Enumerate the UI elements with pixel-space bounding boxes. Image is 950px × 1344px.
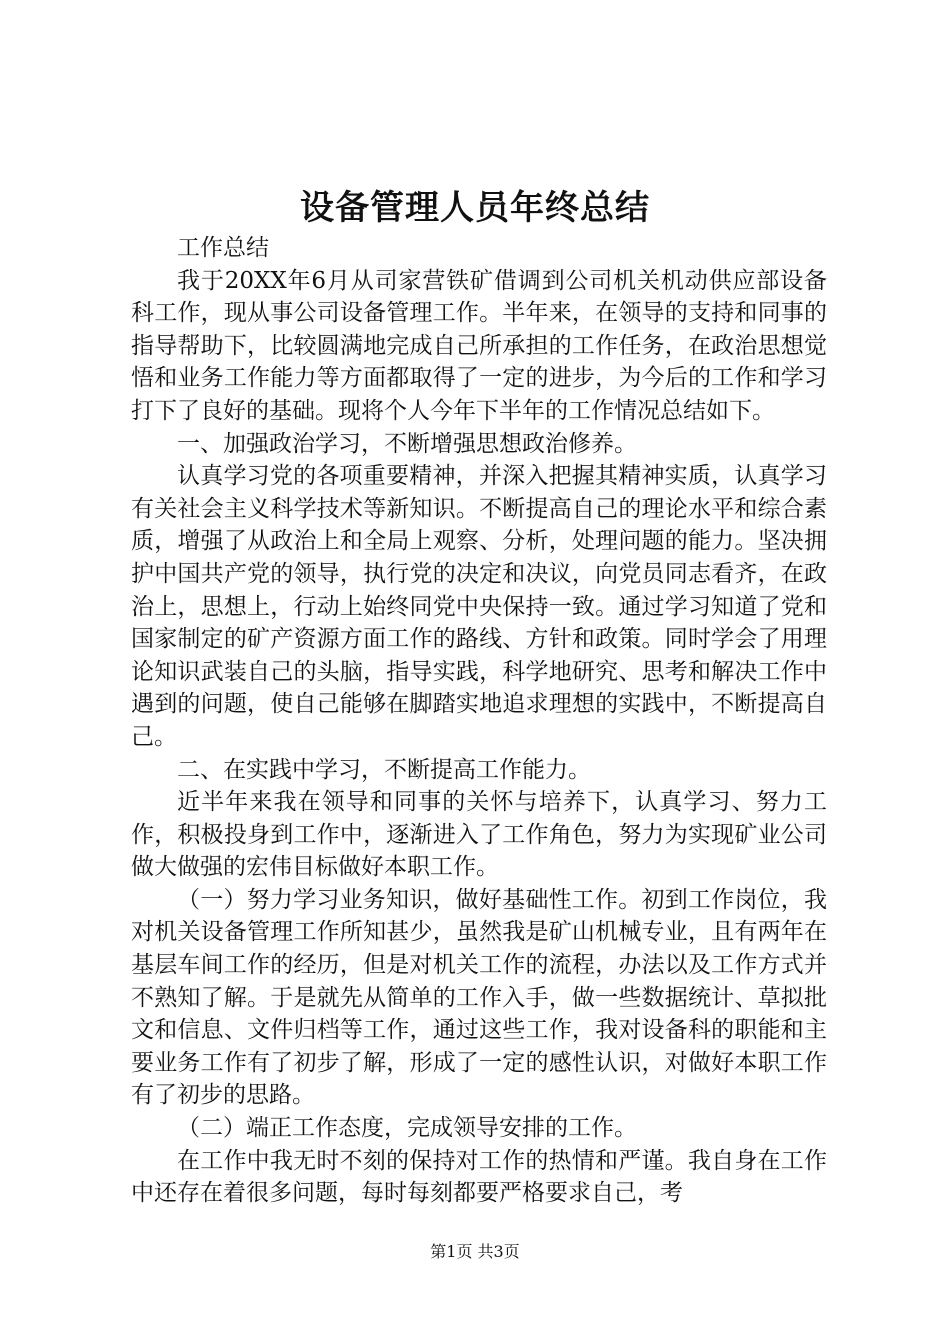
page-number-footer: 第1页 共3页 — [430, 1242, 520, 1261]
paragraph-section-1: 认真学习党的各项重要精神，并深入把握其精神实质，认真学习有关社会主义科学技术等新知识。不断提高自己的理论水平和综合素质，增强了从政治上和全局上观察、分析，处理问题的能力。坚决拥护中国共产党的领导，执行党的决定和决议，向党员同志看齐，在政治上，思想上，行动上始终同党中央保持一致。通过学习知道了党和国家制定的矿产资源方面工作的路线、方针和政策。同时学会了用理论知识武装自己的头脑，指导实践，科学地研究、思考和解决工作中遇到的问题，使自己能够在脚踏实地追求理想的实践中，不断提高自己。 — [131, 463, 827, 750]
section-heading-1: 一、加强政治学习，不断增强思想政治修养。 — [177, 430, 637, 457]
document-body — [131, 232, 827, 1210]
subsection-heading-2: （二）端正工作态度，完成领导安排的工作。 — [177, 1115, 637, 1142]
paragraph-subsection-1: （一）努力学习业务知识，做好基础性工作。初到工作岗位，我对机关设备管理工作所知甚少，虽然我是矿山机械专业，且有两年在基层车间工作的经历，但是对机关工作的流程，办法以及工作方式并不熟知了解。于是就先从简单的工作入手，做一些数据统计、草拟批文和信息、文件归档等工作，通过这些工作，我对设备科的职能和主要业务工作有了初步了解，形成了一定的感性认识，对做好本职工作有了初步的思路。 — [131, 886, 827, 1109]
paragraph-heading-summary: 工作总结 — [177, 235, 269, 261]
paragraph-section-2: 近半年来我在领导和同事的关怀与培养下，认真学习、努力工作，积极投身到工作中，逐渐进入了工作角色，努力为实现矿业公司做大做强的宏伟目标做好本职工作。 — [131, 789, 827, 881]
paragraph-subsection-2: 在工作中我无时不刻的保持对工作的热情和严谨。我自身在工作中还存在着很多问题，每时每刻都要严格要求自己，考 — [131, 1147, 827, 1207]
section-heading-2: 二、在实践中学习，不断提高工作能力。 — [177, 756, 591, 783]
document-title: 设备管理人员年终总结 — [300, 188, 650, 228]
paragraph-intro: 我于20XX年6月从司家营铁矿借调到公司机关机动供应部设备科工作，现从事公司设备管理工作。半年来，在领导的支持和同事的指导帮助下，比较圆满地完成自己所承担的工作任务，在政治思想觉悟和业务工作能力等方面都取得了一定的进步，为今后的工作和学习打下了良好的基础。现将个人今年下半年的工作情况总结如下。 — [131, 267, 827, 424]
